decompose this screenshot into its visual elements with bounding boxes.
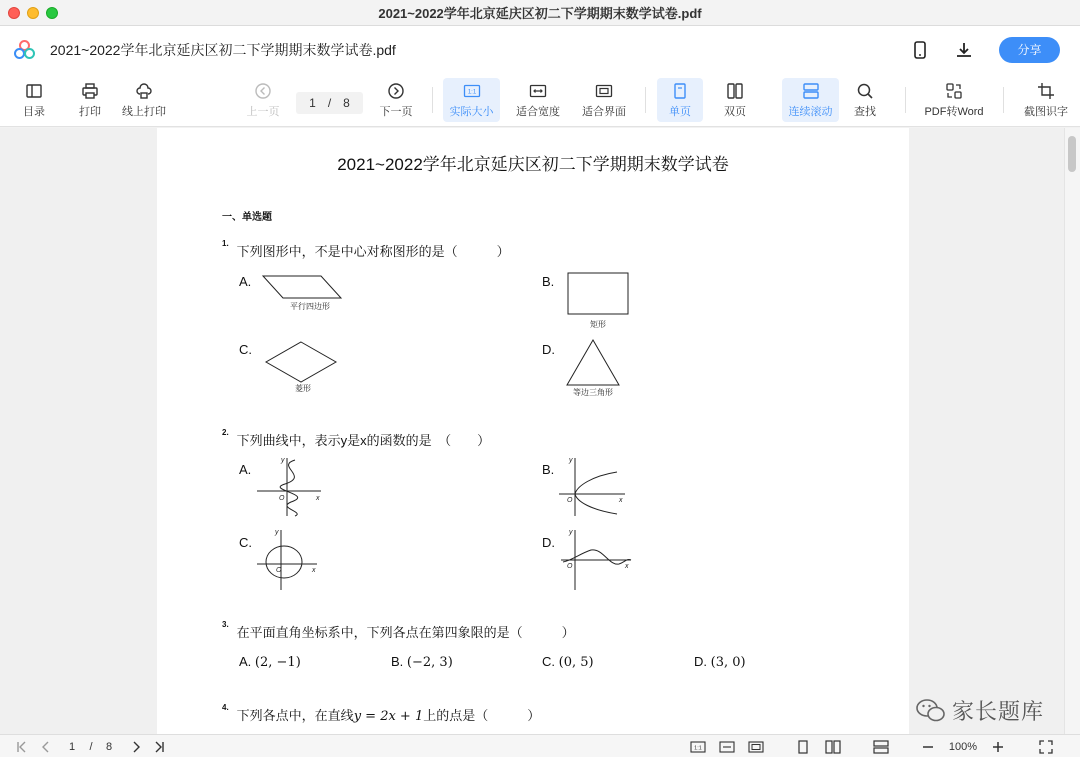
q1-option-b-label: B.: [542, 274, 555, 289]
q2-graph-b: [557, 454, 629, 518]
continuous-scroll-button[interactable]: 连续滚动: [782, 78, 839, 122]
mobile-icon[interactable]: [911, 41, 929, 59]
double-page-small-icon[interactable]: [824, 739, 842, 754]
q2-graph-a: [255, 454, 325, 518]
svg-text:x: x: [316, 495, 320, 502]
fit-width-small-icon[interactable]: [718, 739, 736, 754]
q1-option-d-label: D.: [542, 342, 555, 357]
next-page-button[interactable]: 下一页: [374, 78, 418, 122]
rectangle-figure: [567, 272, 631, 316]
share-button[interactable]: 分享: [999, 37, 1060, 63]
pdf-page: [157, 128, 909, 734]
wechat-icon: [916, 698, 946, 724]
close-window-button[interactable]: [8, 7, 20, 19]
prev-page-icon[interactable]: [38, 739, 54, 754]
q1-option-a-caption: 平行四边形: [290, 302, 330, 311]
double-page-button[interactable]: 双页: [712, 78, 758, 122]
last-page-icon[interactable]: [151, 739, 167, 754]
download-icon[interactable]: [955, 41, 973, 59]
cloud-print-icon: [135, 82, 153, 100]
continuous-small-icon[interactable]: [872, 739, 890, 754]
svg-text:O: O: [567, 497, 573, 504]
bottom-page-total: 8: [105, 740, 113, 753]
q1-option-d-caption: 等边三角形: [573, 388, 613, 397]
q1-option-c-caption: 菱形: [295, 384, 311, 393]
search-button[interactable]: 查找: [845, 78, 885, 122]
q3-option-a: A. (2, −1): [239, 654, 301, 670]
toolbar-divider: [1003, 87, 1004, 113]
prev-circle-icon: [254, 82, 272, 100]
q2-option-d-label: D.: [542, 535, 555, 550]
question-4: $^{4.}$下列各点中，在直线y = 2x + 1上的点是（ ）: [222, 703, 541, 724]
crop-icon: [1037, 82, 1055, 100]
fit-width-icon: [529, 82, 547, 100]
svg-text:x: x: [312, 567, 316, 574]
svg-text:y: y: [281, 457, 285, 464]
q3-option-c: C. (0, 5): [542, 654, 594, 670]
toolbar-divider: [645, 87, 646, 113]
app-header: [0, 26, 1080, 73]
q2-graph-c: [255, 526, 321, 594]
section-heading: 一、单选题: [222, 212, 272, 223]
rhombus-figure: [264, 340, 338, 384]
next-page-icon[interactable]: [128, 739, 144, 754]
document-title: 2021~2022学年北京延庆区初二下学期期末数学试卷: [337, 155, 729, 174]
double-page-icon: [726, 82, 744, 100]
bottom-page-current[interactable]: 1: [68, 740, 76, 753]
svg-text:y: y: [569, 457, 573, 464]
svg-text:x: x: [619, 497, 623, 504]
single-page-button[interactable]: 单页: [657, 78, 703, 122]
q2-option-c-label: C.: [239, 535, 252, 550]
fit-page-button[interactable]: 适合界面: [577, 78, 631, 122]
q2-option-a-label: A.: [239, 462, 252, 477]
q1-option-b-caption: 矩形: [590, 320, 606, 329]
page-number-input[interactable]: 1 / 8: [296, 92, 363, 114]
zoom-level[interactable]: 100%: [948, 740, 978, 753]
question-2: $^{2.}$下列曲线中，表示y是x的函数的是 （ ）: [222, 428, 491, 448]
title-bar: [0, 0, 1080, 26]
svg-text:O: O: [279, 495, 285, 502]
watermark: 家长题库: [916, 695, 1044, 726]
toc-icon: [25, 82, 43, 100]
svg-text:x: x: [625, 563, 629, 570]
document-viewport[interactable]: [0, 128, 1080, 734]
q3-option-b: B. (−2, 3): [391, 654, 453, 670]
ocr-button[interactable]: 截图识字: [1018, 78, 1074, 122]
fit-width-button[interactable]: 适合宽度: [511, 78, 565, 122]
toolbar: [0, 73, 1080, 127]
window-controls: [8, 7, 58, 19]
prev-page-button[interactable]: 上一页: [242, 78, 284, 122]
maximize-window-button[interactable]: [46, 7, 58, 19]
toc-button[interactable]: 目录: [14, 78, 54, 122]
svg-text:O: O: [276, 567, 282, 574]
q1-option-a-label: A.: [239, 274, 252, 289]
single-page-icon: [671, 82, 689, 100]
pdf-to-word-button[interactable]: PDF转Word: [920, 78, 988, 122]
q2-option-b-label: B.: [542, 462, 555, 477]
convert-icon: [945, 82, 963, 100]
search-icon: [856, 82, 874, 100]
svg-text:1:1: 1:1: [467, 89, 476, 95]
actual-size-button[interactable]: 1:1 实际大小: [443, 78, 500, 122]
window-title: 2021~2022学年北京延庆区初二下学期期末数学试卷.pdf: [378, 6, 702, 21]
minimize-window-button[interactable]: [27, 7, 39, 19]
next-circle-icon: [387, 82, 405, 100]
bottom-bar: [0, 734, 1080, 757]
question-3: $^{3.}$在平面直角坐标系中，下列各点在第四象限的是（ ）: [222, 620, 575, 640]
app-logo-icon: [14, 39, 36, 61]
actual-size-icon: [463, 82, 481, 100]
q2-graph-d: [559, 526, 635, 594]
q3-option-d: D. (3, 0): [694, 654, 746, 670]
zoom-in-icon[interactable]: [990, 739, 1006, 754]
svg-text:1:1: 1:1: [694, 745, 702, 751]
vertical-scrollbar[interactable]: [1064, 128, 1080, 734]
scrollbar-thumb[interactable]: [1068, 136, 1076, 172]
online-print-button[interactable]: 线上打印: [118, 78, 170, 122]
q1-option-c-label: C.: [239, 342, 252, 357]
print-button[interactable]: 打印: [70, 78, 110, 122]
fit-page-icon: [595, 82, 613, 100]
triangle-figure: [565, 338, 621, 388]
toolbar-divider: [905, 87, 906, 113]
svg-text:O: O: [567, 563, 573, 570]
svg-text:y: y: [569, 529, 573, 536]
document-name: 2021~2022学年北京延庆区初二下学期期末数学试卷.pdf: [50, 41, 396, 58]
zoom-out-icon[interactable]: [920, 739, 936, 754]
continuous-scroll-icon: [802, 82, 820, 100]
parallelogram-figure: [261, 274, 343, 302]
fit-page-small-icon[interactable]: [747, 739, 765, 754]
question-1: $^{1.}$下列图形中，不是中心对称图形的是（ ）: [222, 239, 510, 259]
svg-text:y: y: [275, 529, 279, 536]
bottom-page-sep: /: [89, 740, 93, 753]
printer-icon: [81, 82, 99, 100]
fullscreen-icon[interactable]: [1037, 739, 1055, 754]
toolbar-divider: [432, 87, 433, 113]
single-page-small-icon[interactable]: [795, 739, 811, 754]
actual-size-small-icon[interactable]: [689, 739, 707, 754]
first-page-icon[interactable]: [14, 739, 30, 754]
